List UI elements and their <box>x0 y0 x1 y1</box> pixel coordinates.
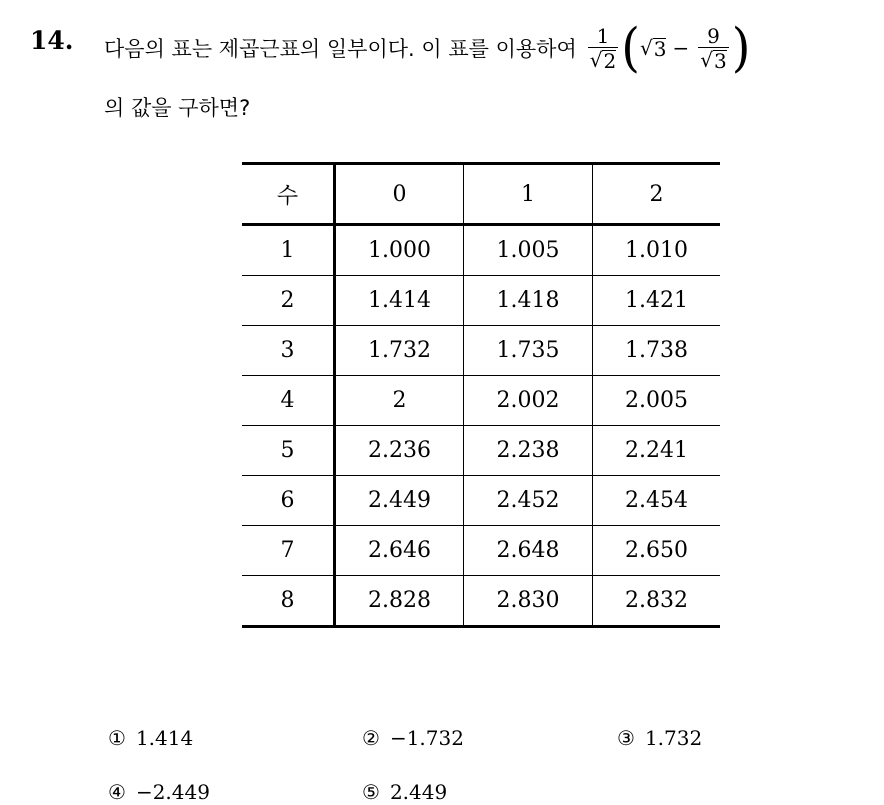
table-cell: 7 <box>242 526 335 576</box>
table-cell: 6 <box>242 476 335 526</box>
table-cell: 2.828 <box>335 576 464 627</box>
sqrt-3-denominator: √ 3 <box>700 48 727 73</box>
fraction-one-over-root2 <box>588 25 618 71</box>
table-cell: 2.650 <box>593 526 721 576</box>
table-cell: 2.238 <box>464 426 593 476</box>
choice-5-mark: ⑤ <box>362 780 380 804</box>
table-cell: 2.648 <box>464 526 593 576</box>
choice-1-value: 1.414 <box>135 726 194 750</box>
table-row <box>242 376 720 426</box>
table-cell: 1 <box>242 225 335 276</box>
table-cell: 2.241 <box>593 426 721 476</box>
fraction-nine-over-root3 <box>698 25 728 71</box>
table-cell: 3 <box>242 326 335 376</box>
choice-1[interactable] <box>108 726 193 750</box>
fraction-numerator: 9 <box>707 24 720 48</box>
table-cell: 1.010 <box>593 225 721 276</box>
choice-5[interactable] <box>362 780 447 804</box>
math-expression <box>585 17 751 79</box>
table-row <box>242 326 720 376</box>
fraction-denominator <box>698 47 728 71</box>
choice-2-value: −1.732 <box>389 726 464 750</box>
choice-4-value: −2.449 <box>135 780 210 804</box>
table-row <box>242 576 720 627</box>
table-cell: 2.005 <box>593 376 721 426</box>
table-cell: 1.005 <box>464 225 593 276</box>
minus-sign: − <box>672 36 690 60</box>
table-cell: 1.738 <box>593 326 721 376</box>
table-cell: 2.454 <box>593 476 721 526</box>
table-cell: 2.002 <box>464 376 593 426</box>
table-header-row <box>242 164 720 225</box>
table-row <box>242 426 720 476</box>
question-number: 14. <box>30 26 74 55</box>
table-cell: 2.646 <box>335 526 464 576</box>
table-cell: 2.236 <box>335 426 464 476</box>
table-cell: 1.414 <box>335 276 464 326</box>
choice-4-mark: ④ <box>108 780 126 804</box>
fraction-numerator: 1 <box>596 24 610 48</box>
table-cell: 8 <box>242 576 335 627</box>
table-row <box>242 526 720 576</box>
fraction-denominator <box>588 47 618 71</box>
table-cell: 2.832 <box>593 576 721 627</box>
question-text-line2: 의 값을 구하면? <box>104 96 251 120</box>
table-cell: 1.000 <box>335 225 464 276</box>
table-cell: 2 <box>335 376 464 426</box>
table-row <box>242 225 720 276</box>
choice-4[interactable] <box>108 780 210 804</box>
choice-5-value: 2.449 <box>389 780 448 804</box>
table-row <box>242 276 720 326</box>
choice-3[interactable] <box>617 726 702 750</box>
table-header-cell: 2 <box>593 164 721 225</box>
table-cell: 2.830 <box>464 576 593 627</box>
table-cell: 4 <box>242 376 335 426</box>
table-cell: 5 <box>242 426 335 476</box>
table-cell: 2.449 <box>335 476 464 526</box>
choice-3-value: 1.732 <box>644 726 703 750</box>
sqrt-3: √ 3 <box>639 36 667 61</box>
close-paren: ) <box>731 17 751 79</box>
table-header-cell: 0 <box>335 164 464 225</box>
question-text-line1 <box>104 17 751 79</box>
open-paren: ( <box>621 17 640 79</box>
question-text: 다음의 표는 제곱근표의 일부이다. 이 표를 이용하여 <box>104 37 577 61</box>
table-cell: 2.452 <box>464 476 593 526</box>
square-root-table <box>242 162 720 628</box>
table-cell: 1.421 <box>593 276 721 326</box>
choice-3-mark: ③ <box>617 726 635 750</box>
sqrt-2: √ 2 <box>589 48 617 73</box>
choice-2[interactable] <box>362 726 464 750</box>
table-cell: 2 <box>242 276 335 326</box>
choice-1-mark: ① <box>108 726 126 750</box>
choice-2-mark: ② <box>362 726 380 750</box>
table-header-cell: 1 <box>464 164 593 225</box>
table-cell: 1.735 <box>464 326 593 376</box>
table-row <box>242 476 720 526</box>
table-header-cell: 수 <box>242 164 335 225</box>
table-cell: 1.732 <box>335 326 464 376</box>
table-cell: 1.418 <box>464 276 593 326</box>
